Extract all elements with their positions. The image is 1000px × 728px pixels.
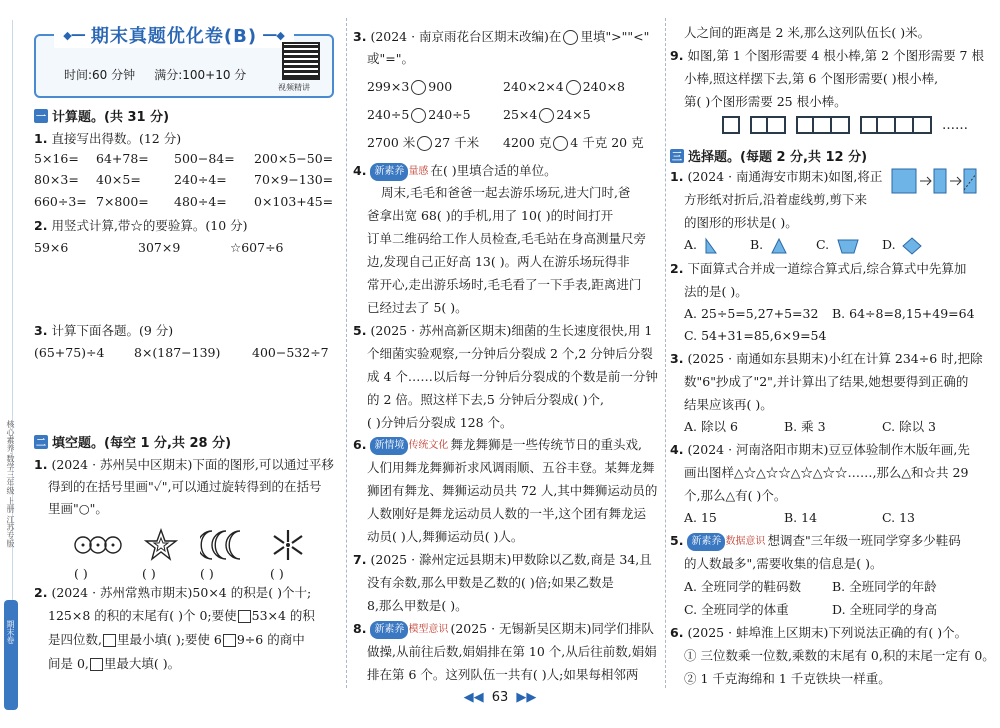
c2-q7-line: 7. (2025 · 滁州定远县期末)甲数除以乙数,商是 34,且: [353, 552, 652, 567]
s4-line: 4. (2024 · 河南洛阳市期末)豆豆体验制作木版年画,先: [670, 442, 970, 457]
stick-figures: [722, 116, 968, 134]
c2-q4-line: 周末,毛毛和爸爸一起去游乐场玩,进大门时,爸: [381, 185, 631, 200]
page-title: 期末真题优化卷(B): [90, 26, 258, 47]
s6-line: 6. (2025 · 蚌埠淮上区期末)下列说法正确的有( )个。: [670, 625, 968, 640]
option-c-shape-icon[interactable]: [836, 237, 882, 255]
s6-line: ① 三位数乘一位数,乘数的末尾有 0,积的末尾一定有 0。: [684, 648, 995, 663]
s4-line: 画出图样△☆△☆☆△☆△☆☆……,那么△和☆共 29: [684, 465, 969, 480]
compare-row: 25×4 24×5: [503, 107, 591, 122]
c2-q5-line: 成 4 个……以后每一分钟后分裂成的个数是前一分钟: [367, 369, 658, 384]
s5-option[interactable]: A. 全班同学的鞋码数: [684, 579, 801, 594]
blank-circle[interactable]: [563, 30, 578, 45]
moons-icon: [200, 528, 248, 562]
section-choice: [670, 146, 867, 165]
section-icon: 三: [670, 149, 684, 163]
blank-circle[interactable]: [417, 136, 432, 151]
c2-q4-line: 订单二维码给工作人员检查,毛毛站在身高测量尺旁: [367, 231, 646, 246]
option-d-shape-icon[interactable]: [902, 237, 926, 255]
q1-row: 660÷3= 7×800= 480÷4= 0×103+45=: [34, 194, 334, 209]
section-title: 选择题。(每题 2 分,共 12 分): [688, 150, 868, 165]
q3-title: 3. 计算下面各题。(9 分): [34, 323, 174, 338]
exam-info: [64, 66, 246, 83]
column-divider: [346, 18, 347, 688]
s6-line: ② 1 千克海绵和 1 千克铁块一样重。: [684, 671, 891, 686]
s4-line: 个,那么△有( )个。: [684, 488, 787, 503]
deco-right: ━━◆: [263, 28, 285, 42]
f2-line: 2. (2024 · 苏州常熟市期末)50×4 的积是( )个十;: [34, 585, 312, 600]
page-number: 63: [491, 690, 509, 705]
s4-option[interactable]: A. 15: [684, 510, 717, 525]
s1-options: A. B. C. D.: [684, 237, 926, 255]
c3-q9-line: 9. 如图,第 1 个图形需要 4 根小棒,第 2 个图形需要 7 根: [670, 48, 984, 63]
option-b-shape-icon[interactable]: [770, 237, 816, 255]
s5-option[interactable]: D. 全班同学的身高: [832, 602, 938, 617]
star-icon: [144, 528, 178, 562]
s1-line: 1. (2024 · 南通海安市期末)如图,将正: [670, 169, 883, 184]
section-calc: [34, 106, 169, 125]
column-1: [34, 0, 342, 700]
exam-time: 时间:60 分钟: [64, 68, 136, 82]
binding-strip: [0, 0, 24, 728]
s3-option[interactable]: B. 乘 3: [784, 419, 826, 434]
s5-line: 的人数最多",需要收集的信息是( )。: [684, 556, 883, 571]
c3-cont: 人之间的距离是 2 米,那么这列队伍长( )米。: [684, 25, 931, 40]
c2-q8-line: 8. 新素养 模型意识 (2025 · 无锡新吴区期末)同学们排队: [353, 620, 654, 639]
section-title: 计算题。(共 31 分): [52, 110, 170, 125]
blank-square[interactable]: [90, 658, 103, 671]
deco-left: ◆━━: [63, 28, 85, 42]
c2-q4-line: 爸拿出宽 68( )的手机,用了 10( )的时间打开: [367, 208, 614, 223]
s5-line: 5. 新素养 数据意识 想调查"三年级一班同学穿多少鞋码: [670, 532, 961, 551]
s5-option[interactable]: C. 全班同学的体重: [684, 602, 789, 617]
q1-row: 5×16= 64+78= 500−84= 200×5−50=: [34, 151, 334, 166]
circles-icon: [74, 530, 122, 560]
s2-line: 法的是( )。: [684, 284, 748, 299]
q2-items: 59×6 307×9 ☆607÷6: [34, 240, 284, 255]
c2-q7-line: 8,那么甲数是( )。: [367, 598, 468, 613]
f2-line: 125×8 的积的末尾有( )个 0;要使 53×4 的积: [48, 608, 315, 623]
qr-code[interactable]: [282, 42, 320, 80]
c2-q6-line: 人们用舞龙舞狮祈求风调雨顺、五谷丰登。某舞龙舞: [367, 460, 655, 475]
f2-line: 间是 0, 里最大填( )。: [48, 656, 181, 671]
s2-option[interactable]: C. 54+31=85,6×9=54: [684, 328, 827, 343]
title-bar: [54, 22, 294, 48]
blank-square[interactable]: [238, 610, 251, 623]
s3-line: 3. (2025 · 南通如东县期末)小红在计算 234÷6 时,把除: [670, 351, 983, 366]
compare-row: 2700 米 27 千米: [367, 135, 480, 150]
s3-option[interactable]: C. 除以 3: [882, 419, 936, 434]
section-icon: 一: [34, 109, 48, 123]
c2-q8-line: 排在第 6 个。这列队伍一共有( )人;如果每相邻两: [367, 667, 639, 682]
s1-line: 方形纸对折后,沿着虚线剪,剪下来: [684, 192, 867, 207]
compare-row: 299×3 900: [367, 79, 453, 94]
title-box: [34, 26, 334, 98]
blank-circle[interactable]: [553, 136, 568, 151]
f1-line: 里画"○"。: [48, 501, 108, 516]
f1-line: 得到的在括号里画"✓",可以通过旋转得到的在括号: [48, 479, 322, 494]
side-tab-text: 期末卷: [6, 620, 15, 644]
section-fill: [34, 432, 231, 451]
blank-square[interactable]: [103, 634, 116, 647]
c3-q9-line: 第( )个图形需要 25 根小棒。: [684, 94, 847, 109]
s2-option[interactable]: A. 25÷5=5,27+5=32: [684, 306, 819, 321]
c2-q3-line: 3. (2024 · 南京雨花台区期末改编)在 里填">""<": [353, 29, 650, 44]
section-icon: 二: [34, 435, 48, 449]
stick-figure-3: [796, 116, 850, 134]
c2-q6-line: 动员( )人,舞狮运动员( )人。: [367, 529, 524, 544]
column-3: [670, 0, 995, 700]
s3-option[interactable]: A. 除以 6: [684, 419, 738, 434]
ellipsis: ……: [942, 117, 968, 133]
q2-title: 2. 用竖式计算,带☆的要验算。(10 分): [34, 218, 248, 233]
s5-option[interactable]: B. 全班同学的年龄: [832, 579, 937, 594]
blank-circle[interactable]: [539, 108, 554, 123]
blank-circle[interactable]: [566, 80, 581, 95]
c2-q4-line: 已经过去了 5( )。: [367, 300, 468, 315]
blank-square[interactable]: [223, 634, 236, 647]
s1-line: 的图形的形状是( )。: [684, 215, 798, 230]
side-text: 核心素养·数学三年级 上册 江苏专版: [6, 420, 15, 548]
c2-q5-line: 个细菌实验观察,一分钟后分裂成 2 个,2 分钟后分裂: [367, 346, 653, 361]
c2-q5-line: 的 2 倍。照这样下去,5 分钟后分裂成( )个,: [367, 392, 605, 407]
compare-row: 240×2×4 240×8: [503, 79, 626, 94]
asterisk-shape-icon: [270, 528, 306, 562]
section-title: 填空题。(每空 1 分,共 28 分): [52, 436, 232, 451]
c2-q7-line: 没有余数,那么甲数是乙数的( )倍;如果乙数是: [367, 575, 614, 590]
c2-q3-line: 或"="。: [367, 51, 414, 66]
c2-q6-line: 人数刚好是舞龙运动员人数的一半,这个团有舞龙运: [367, 506, 646, 521]
c2-q6-line: 6. 新情境 传统文化 舞龙舞狮是一些传统节日的重头戏,: [353, 436, 642, 455]
f2-line: 是四位数, 里最小填( );要使 6 9÷6 的商中: [48, 632, 305, 647]
next-page-icon[interactable]: ▶▶: [516, 690, 537, 705]
option-a-shape-icon[interactable]: [704, 237, 750, 255]
page-footer: [0, 690, 1000, 705]
stick-figure-4: [860, 116, 932, 134]
s2-option[interactable]: B. 64÷8=8,15+49=64: [832, 306, 975, 321]
compare-row: 240÷5 240÷5: [367, 107, 471, 122]
qr-label: 视频精讲: [278, 83, 310, 92]
q1-title: 1. 直接写出得数。(12 分): [34, 131, 182, 146]
c3-q9-line: 小棒,照这样摆下去,第 6 个图形需要( )根小棒,: [684, 71, 939, 86]
exam-score: 满分:100+10 分: [154, 68, 247, 82]
blank-circle[interactable]: [411, 80, 426, 95]
compare-row: 4200 克 4 千克 20 克: [503, 135, 644, 150]
c2-q4-line: 常开心,走出游乐场时,毛毛看了一下手表,距离进门: [367, 277, 642, 292]
column-divider: [665, 18, 666, 688]
s4-option[interactable]: C. 13: [882, 510, 915, 525]
prev-page-icon[interactable]: ◀◀: [463, 690, 484, 705]
f1-parens: ( ) ( ) ( ) ( ): [74, 566, 284, 581]
q1-row: 80×3= 40×5= 240÷4= 70×9−130=: [34, 172, 334, 187]
f1-line: 1. (2024 · 苏州吴中区期末)下面的图形,可以通过平移: [34, 457, 334, 472]
blank-circle[interactable]: [411, 108, 426, 123]
c2-q4-title: 4. 新素养 量感 在( )里填合适的单位。: [353, 162, 557, 181]
q3-items: (65+75)÷4 8×(187−139) 400−532÷7: [34, 345, 329, 360]
f1-shapes: [74, 528, 306, 562]
c2-q4-line: 边,发现自己正好高 13( )。两人在游乐场玩得非: [367, 254, 630, 269]
s2-line: 2. 下面算式合并成一道综合算式后,综合算式中先算加: [670, 261, 967, 276]
c2-q6-line: 狮团有舞龙、舞狮运动员共 72 人,其中舞狮运动员的: [367, 483, 658, 498]
stick-figure-2: [750, 116, 786, 134]
c2-q5-line: ( )分钟后分裂成 128 个。: [367, 415, 513, 430]
c2-q8-line: 做操,从前往后数,娟娟排在第 10 个,从后往前数,娟娟: [367, 644, 657, 659]
s3-line: 数"6"抄成了"2",并计算出了结果,她想要得到正确的: [684, 374, 969, 389]
column-2: [353, 0, 661, 700]
paper-fold-diagram-icon: [890, 166, 986, 196]
c2-q5-line: 5. (2025 · 苏州高新区期末)细菌的生长速度很快,用 1: [353, 323, 653, 338]
s3-line: 结果应该再( )。: [684, 397, 773, 412]
s4-option[interactable]: B. 14: [784, 510, 818, 525]
stick-figure-1: [722, 116, 740, 134]
